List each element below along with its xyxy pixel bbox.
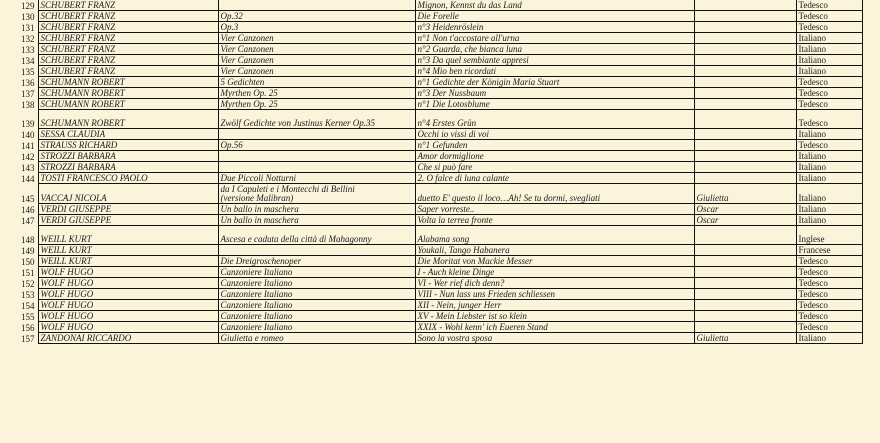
opera-cell: Canzoniere Italiano [218,289,415,300]
language-cell: Tedesco [796,289,862,300]
language-cell: Francese [796,245,862,256]
language-cell: Tedesco [796,0,862,11]
role-cell [694,140,796,151]
composer-cell: WOLF HUGO [38,267,218,278]
composer-cell: SCHUBERT FRANZ [38,55,218,66]
role-cell [694,278,796,289]
table-row [18,256,862,267]
aria-cell: XV - Mein Liebster ist so klein [415,311,694,322]
table-row [18,245,862,256]
opera-cell: Un ballo in maschera [218,215,415,226]
role-cell [694,300,796,311]
language-cell: Tedesco [796,267,862,278]
row-number: 144 [21,173,35,184]
table-row [18,162,862,173]
opera-cell: Canzoniere Italiano [218,300,415,311]
composer-cell: WOLF HUGO [38,278,218,289]
aria-cell: VI - Wer rief dich denn? [415,278,694,289]
role-cell [694,22,796,33]
opera-cell: Canzoniere Italiano [218,278,415,289]
language-cell: Tedesco [796,140,862,151]
language-cell: Italiano [796,55,862,66]
aria-cell: Die Moritat von Mackie Messer [415,256,694,267]
role-cell [694,44,796,55]
aria-cell: I - Auch kleine Dinge [415,267,694,278]
language-cell: Tedesco [796,110,862,129]
row-number: 149 [21,245,35,256]
aria-cell: n°4 Erstes Grün [415,110,694,129]
row-number: 141 [21,140,35,151]
aria-cell: n°4 Mio ben ricordati [415,66,694,77]
row-number: 139 [21,118,35,129]
row-number: 142 [21,151,35,162]
opera-cell [218,129,415,140]
composer-cell: VERDI GIUSEPPE [38,204,218,215]
role-cell: Oscar [694,204,796,215]
table-row [18,129,862,140]
row-number: 152 [21,278,35,289]
composer-cell: ZANDONAI RICCARDO [38,333,218,344]
composer-cell: WEILL KURT [38,256,218,267]
opera-line-2: (versione Malibran) [220,193,294,203]
language-cell: Italiano [796,162,862,173]
row-number: 150 [21,256,35,267]
opera-cell: Canzoniere Italiano [218,311,415,322]
aria-cell: n°3 Da quel sembiante appresi [415,55,694,66]
row-number: 134 [21,55,35,66]
aria-cell: Sono la vostra sposa [415,333,694,344]
role-cell [694,99,796,110]
row-number: 154 [21,300,35,311]
row-number: 157 [21,333,35,344]
table-row [18,110,862,129]
role-cell [694,33,796,44]
table-row [18,99,862,110]
aria-cell: XXIX - Wohl kenn' ich Eueren Stand [415,322,694,333]
opera-cell: Zwölf Gedichte von Justinus Kerner Op.35 [218,110,415,129]
aria-cell: duetto E' questo il loco…Ah! Se tu dormi, svegliati [415,184,694,204]
role-cell: Giulietta [694,333,796,344]
opera-cell: Due Piccoli Notturni [218,173,415,184]
table-row [18,88,862,99]
language-cell: Tedesco [796,311,862,322]
table-row [18,66,862,77]
row-number: 146 [21,204,35,215]
table-row [18,11,862,22]
table-row [18,322,862,333]
repertoire-rows [18,0,862,344]
composer-cell: STROZZI BARBARA [38,151,218,162]
aria-cell: n°1 Gedichte der Königin Maria Stuart [415,77,694,88]
composer-cell: SCHUMANN ROBERT [38,99,218,110]
table-row [18,173,862,184]
language-cell: Tedesco [796,11,862,22]
language-cell: Italiano [796,215,862,226]
composer-cell: SCHUMANN ROBERT [38,110,218,129]
row-number: 132 [21,33,35,44]
aria-cell: VIII - Nun lass uns Frieden schliessen [415,289,694,300]
aria-cell: n°1 Die Lotosblume [415,99,694,110]
composer-cell: SCHUBERT FRANZ [38,11,218,22]
composer-cell: STRAUSS RICHARD [38,140,218,151]
composer-cell: TOSTI FRANCESCO PAOLO [38,173,218,184]
row-number: 151 [21,267,35,278]
language-cell: Italiano [796,204,862,215]
composer-cell: WOLF HUGO [38,289,218,300]
row-number: 131 [21,22,35,33]
aria-cell: n°1 Non t'accostare all'urna [415,33,694,44]
language-cell: Tedesco [796,278,862,289]
language-cell: Tedesco [796,256,862,267]
row-number: 136 [21,77,35,88]
opera-cell: Op.56 [218,140,415,151]
opera-cell: Ascesa e caduta della città di Mahagonny [218,226,415,245]
role-cell [694,66,796,77]
row-number: 137 [21,88,35,99]
opera-cell [218,151,415,162]
aria-cell: Che si può fare [415,162,694,173]
row-number: 145 [21,193,35,204]
opera-cell: Canzoniere Italiano [218,267,415,278]
opera-cell [218,245,415,256]
table-row [18,55,862,66]
table-row [18,278,862,289]
role-cell [694,173,796,184]
composer-cell: SCHUBERT FRANZ [38,22,218,33]
role-cell [694,322,796,333]
table-row [18,184,862,204]
table-row [18,77,862,88]
table-row [18,289,862,300]
composer-cell: STROZZI BARBARA [38,162,218,173]
role-cell [694,289,796,300]
repertoire-sheet [18,0,862,344]
row-number: 148 [21,234,35,245]
row-number: 135 [21,66,35,77]
composer-cell: WEILL KURT [38,245,218,256]
opera-cell [218,184,415,204]
language-cell: Tedesco [796,99,862,110]
aria-cell: Saper vorreste.. [415,204,694,215]
opera-cell: Vier Canzonen [218,55,415,66]
composer-cell: SCHUMANN ROBERT [38,77,218,88]
opera-cell: 5 Gedichten [218,77,415,88]
language-cell: Italiano [796,33,862,44]
row-number: 129 [21,0,35,11]
language-cell: Tedesco [796,322,862,333]
opera-cell: Op.3 [218,22,415,33]
row-number: 140 [21,129,35,140]
composer-cell: SESSA CLAUDIA [38,129,218,140]
role-cell [694,245,796,256]
table-row [18,0,862,11]
aria-cell: n°3 Der Nussbaum [415,88,694,99]
table-row [18,44,862,55]
row-number: 155 [21,311,35,322]
row-number: 138 [21,99,35,110]
role-cell [694,226,796,245]
aria-cell: n°2 Guarda, che bianca luna [415,44,694,55]
table-row [18,311,862,322]
language-cell: Italiano [796,184,862,204]
table-row [18,333,862,344]
aria-cell: Volta la terrea fronte [415,215,694,226]
opera-cell: Giulietta e romeo [218,333,415,344]
role-cell [694,256,796,267]
table-row [18,204,862,215]
opera-cell: Myrthen Op. 25 [218,88,415,99]
role-cell [694,311,796,322]
language-cell: Italiano [796,151,862,162]
composer-cell: VERDI GIUSEPPE [38,215,218,226]
role-cell [694,110,796,129]
aria-cell: Mignon, Kennst du das Land [415,0,694,11]
role-cell [694,129,796,140]
aria-cell: XII - Nein, junger Herr [415,300,694,311]
table-row [18,22,862,33]
role-cell [694,162,796,173]
row-number: 143 [21,162,35,173]
opera-cell [218,162,415,173]
role-cell [694,267,796,278]
opera-cell [218,0,415,11]
language-cell: Italiano [796,173,862,184]
row-number: 147 [21,215,35,226]
composer-cell: SCHUBERT FRANZ [38,0,218,11]
language-cell: Inglese [796,226,862,245]
opera-cell: Vier Canzonen [218,66,415,77]
row-number: 156 [21,322,35,333]
table-row [18,33,862,44]
table-row [18,140,862,151]
language-cell: Italiano [796,129,862,140]
composer-cell: SCHUMANN ROBERT [38,88,218,99]
aria-cell: n°3 Heidenröslein [415,22,694,33]
table-row [18,215,862,226]
row-number: 133 [21,44,35,55]
opera-cell: Vier Canzonen [218,44,415,55]
opera-cell: Myrthen Op. 25 [218,99,415,110]
composer-cell: WOLF HUGO [38,300,218,311]
opera-line-1: da I Capuleti e i Montecchi di Bellini [220,184,355,194]
composer-cell: SCHUBERT FRANZ [38,66,218,77]
table-row [18,226,862,245]
language-cell: Italiano [796,44,862,55]
composer-cell: WOLF HUGO [38,311,218,322]
language-cell: Italiano [796,66,862,77]
aria-cell: n°1 Gefunden [415,140,694,151]
composer-cell: SCHUBERT FRANZ [38,33,218,44]
aria-cell: Youkali, Tango Habanera [415,245,694,256]
aria-cell: Occhi io vissi di voi [415,129,694,140]
opera-cell: Un ballo in maschera [218,204,415,215]
role-cell: Oscar [694,215,796,226]
aria-cell: Die Forelle [415,11,694,22]
role-cell: Giulietta [694,184,796,204]
role-cell [694,11,796,22]
composer-cell: WEILL KURT [38,226,218,245]
composer-cell: WOLF HUGO [38,322,218,333]
table-row [18,151,862,162]
role-cell [694,88,796,99]
aria-cell: 2. O falce di luna calante [415,173,694,184]
language-cell: Tedesco [796,77,862,88]
row-number: 130 [21,11,35,22]
opera-cell: Op.32 [218,11,415,22]
composer-cell: VACCAJ NICOLA [38,184,218,204]
language-cell: Tedesco [796,22,862,33]
aria-cell: Alabama song [415,226,694,245]
composer-cell: SCHUBERT FRANZ [38,44,218,55]
role-cell [694,55,796,66]
opera-cell: Canzoniere Italiano [218,322,415,333]
language-cell: Tedesco [796,88,862,99]
language-cell: Italiano [796,333,862,344]
table-row [18,267,862,278]
language-cell: Tedesco [796,300,862,311]
opera-cell: Vier Canzonen [218,33,415,44]
aria-cell: Amor dormiglione [415,151,694,162]
role-cell [694,77,796,88]
role-cell [694,0,796,11]
table-row [18,300,862,311]
role-cell [694,151,796,162]
repertoire-table [18,0,863,344]
row-number: 153 [21,289,35,300]
opera-cell: Die Dreigroschenoper [218,256,415,267]
